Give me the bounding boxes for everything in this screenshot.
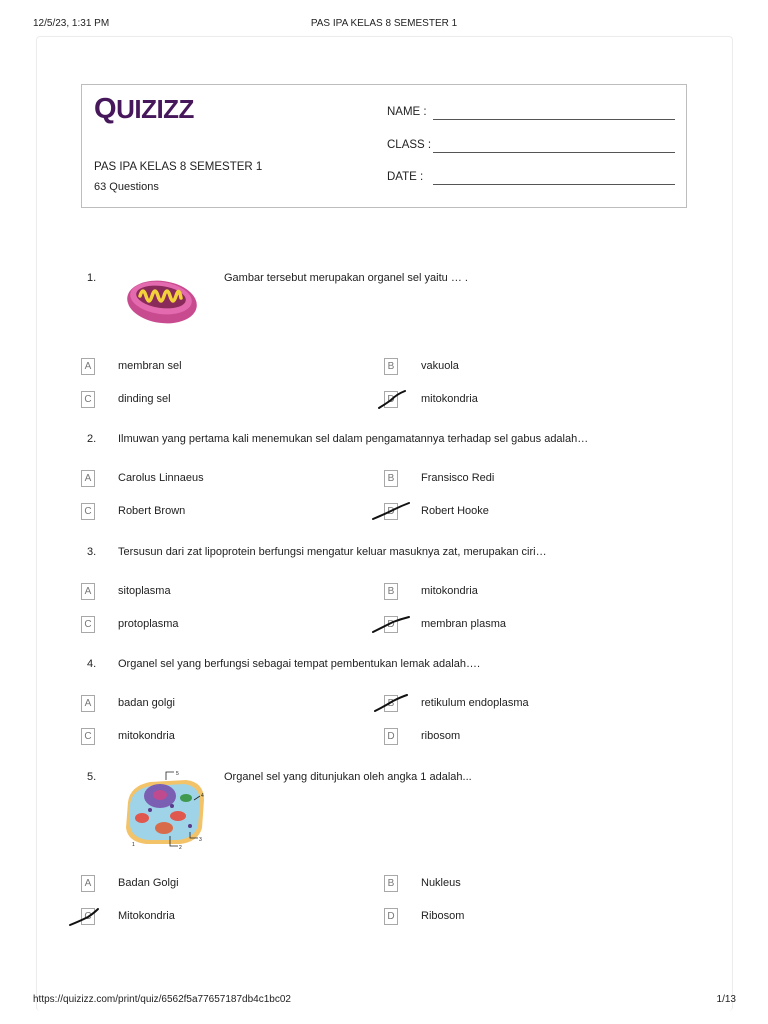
option-text: sitoplasma bbox=[118, 585, 171, 597]
print-title: PAS IPA KELAS 8 SEMESTER 1 bbox=[310, 18, 458, 29]
class-line bbox=[433, 152, 675, 153]
print-header bbox=[0, 18, 768, 32]
option-letter[interactable]: B bbox=[384, 470, 398, 487]
option-letter-label: C bbox=[84, 911, 92, 922]
cell-label-1: 1 bbox=[132, 842, 135, 848]
option-text: Robert Hooke bbox=[421, 505, 489, 517]
class-field bbox=[387, 139, 677, 155]
print-date: 12/5/23, 1:31 PM bbox=[33, 18, 110, 29]
option-letter-marked[interactable] bbox=[384, 616, 398, 633]
cell-label-2: 2 bbox=[179, 845, 182, 850]
option-letter[interactable]: C bbox=[81, 391, 95, 408]
mitochondria-image bbox=[124, 270, 200, 330]
question-text: Organel sel yang berfungsi sebagai tempat pembentukan lemak adalah…. bbox=[118, 658, 481, 670]
name-label: NAME : bbox=[387, 106, 427, 118]
option-letter-marked[interactable] bbox=[81, 908, 95, 925]
class-label: CLASS : bbox=[387, 139, 432, 151]
question-text: Tersusun dari zat lipoprotein berfungsi mengatur keluar masuknya zat, merupakan ciri… bbox=[118, 546, 547, 558]
option-text: protoplasma bbox=[118, 618, 179, 630]
question-count: 63 Questions bbox=[94, 181, 159, 193]
question-number: 4. bbox=[87, 658, 97, 670]
option-letter[interactable]: C bbox=[81, 728, 95, 745]
option-letter-marked[interactable] bbox=[384, 391, 398, 408]
option-letter-label: D bbox=[387, 619, 395, 630]
name-field bbox=[387, 106, 677, 122]
option-text: Mitokondria bbox=[118, 910, 175, 922]
question-text: Gambar tersebut merupakan organel sel yaitu … . bbox=[224, 272, 468, 284]
question-number: 3. bbox=[87, 546, 97, 558]
option-letter[interactable]: A bbox=[81, 358, 95, 375]
option-text: Badan Golgi bbox=[118, 877, 179, 889]
question-text: Organel sel yang ditunjukan oleh angka 1 adalah... bbox=[224, 771, 472, 783]
option-letter[interactable]: B bbox=[384, 358, 398, 375]
animal-cell-image bbox=[120, 766, 210, 850]
answer-mark-icon bbox=[377, 613, 409, 637]
question-number: 1. bbox=[87, 272, 97, 284]
option-letter-marked[interactable] bbox=[384, 695, 398, 712]
option-text: Fransisco Redi bbox=[421, 472, 495, 484]
date-field bbox=[387, 171, 677, 187]
print-url[interactable]: https://quizizz.com/print/quiz/6562f5a77657187db4c1bc02 bbox=[33, 994, 291, 1005]
date-line bbox=[433, 184, 675, 185]
option-text: membran plasma bbox=[421, 618, 506, 630]
answer-mark-icon bbox=[377, 388, 409, 412]
quiz-title: PAS IPA KELAS 8 SEMESTER 1 bbox=[94, 161, 263, 173]
question-number: 2. bbox=[87, 433, 97, 445]
answer-mark-icon bbox=[377, 692, 409, 716]
question-text: Ilmuwan yang pertama kali menemukan sel dalam pengamatannya terhadap sel gabus adalah… bbox=[118, 433, 589, 445]
cell-label-5: 5 bbox=[176, 771, 179, 777]
quiz-header-box bbox=[81, 84, 687, 208]
option-text: dinding sel bbox=[118, 393, 171, 405]
option-letter[interactable]: D bbox=[384, 728, 398, 745]
option-text: Robert Brown bbox=[118, 505, 186, 517]
name-line bbox=[433, 119, 675, 120]
option-text: Nukleus bbox=[421, 877, 461, 889]
option-text: mitokondria bbox=[118, 730, 175, 742]
option-letter[interactable]: C bbox=[81, 616, 95, 633]
option-letter[interactable]: B bbox=[384, 875, 398, 892]
page-number: 1/13 bbox=[716, 994, 736, 1005]
answer-mark-icon bbox=[377, 500, 409, 524]
option-text: mitokondria bbox=[421, 393, 478, 405]
quizizz-logo: QUIZIZZ bbox=[94, 93, 194, 125]
option-letter-label: D bbox=[387, 506, 395, 517]
option-text: badan golgi bbox=[118, 697, 175, 709]
option-text: vakuola bbox=[421, 360, 459, 372]
option-text: mitokondria bbox=[421, 585, 478, 597]
date-label: DATE : bbox=[387, 171, 424, 183]
option-letter-label: B bbox=[387, 698, 395, 709]
option-text: Ribosom bbox=[421, 910, 465, 922]
option-text: Carolus Linnaeus bbox=[118, 472, 204, 484]
option-letter[interactable]: A bbox=[81, 875, 95, 892]
option-letter[interactable]: A bbox=[81, 583, 95, 600]
option-letter[interactable]: B bbox=[384, 583, 398, 600]
option-letter-marked[interactable] bbox=[384, 503, 398, 520]
option-letter-label: D bbox=[387, 394, 395, 405]
option-letter[interactable]: D bbox=[384, 908, 398, 925]
option-letter[interactable]: C bbox=[81, 503, 95, 520]
option-text: membran sel bbox=[118, 360, 182, 372]
cell-label-4: 4 bbox=[201, 793, 204, 799]
cell-label-3: 3 bbox=[199, 837, 202, 843]
print-footer bbox=[0, 994, 768, 1008]
option-letter[interactable]: A bbox=[81, 695, 95, 712]
option-text: retikulum endoplasma bbox=[421, 697, 529, 709]
question-number: 5. bbox=[87, 771, 97, 783]
option-text: ribosom bbox=[421, 730, 461, 742]
option-letter[interactable]: A bbox=[81, 470, 95, 487]
answer-mark-icon bbox=[74, 905, 106, 929]
